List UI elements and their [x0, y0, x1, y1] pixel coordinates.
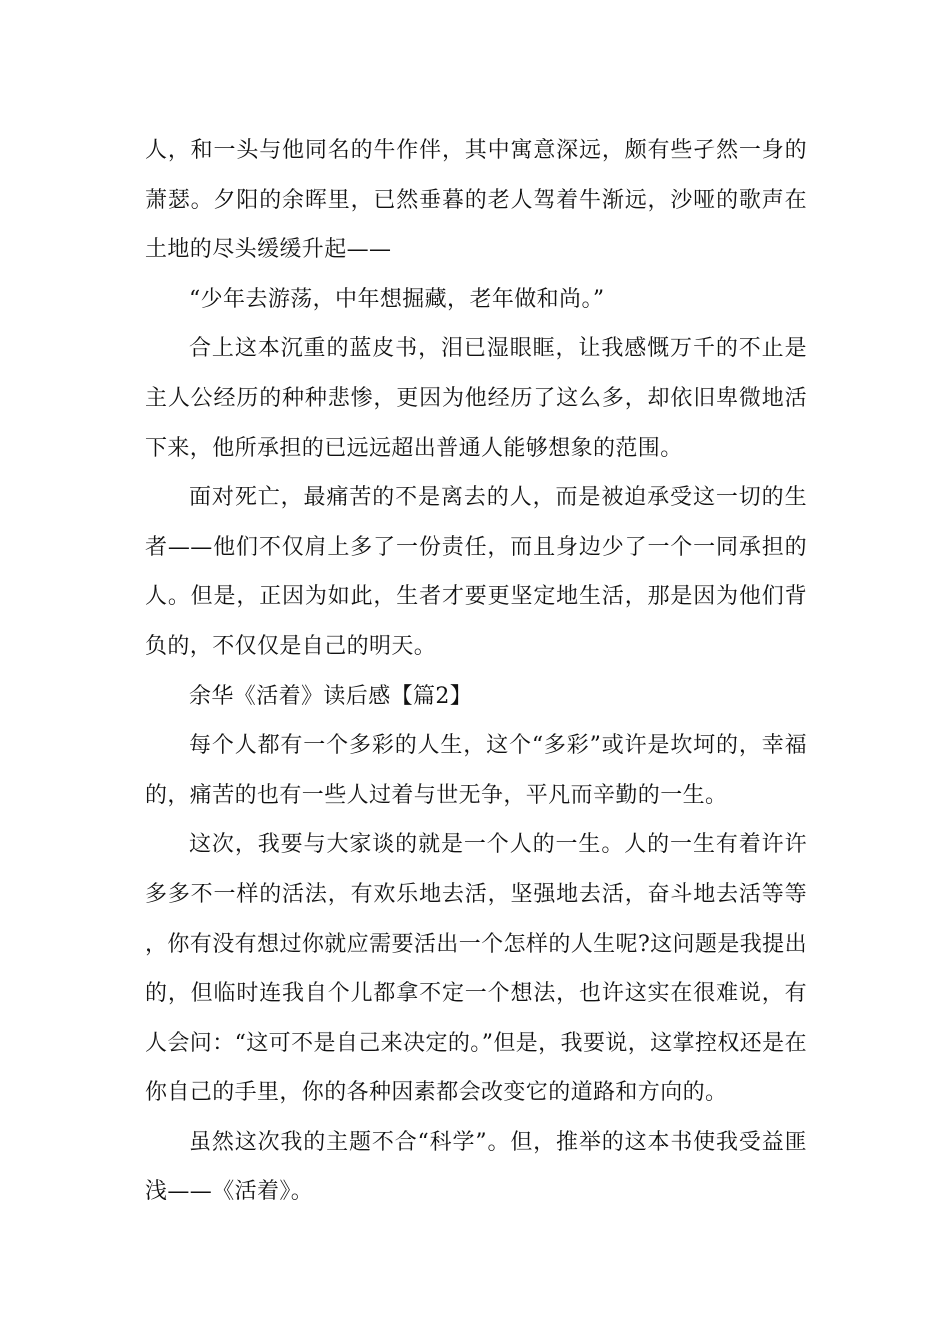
paragraph: 每个人都有一个多彩的人生，这个“多彩”或许是坎坷的，幸福的，痛苦的也有一些人过着与世无争，平凡而辛勤的一生。 — [145, 733, 807, 808]
paragraph: 这次，我要与大家谈的就是一个人的一生。人的一生有着许许多多不一样的活法，有欢乐地去活，坚强地去活，奋斗地去活等等，你有没有想过你就应需要活出一个怎样的人生呢?这问题是我提出的，但临时连我自个儿都拿不定一个想法，也许这实在很难说，有人会问：“这可不是自己来决定的。”但是，我要说，这掌控权还是在你自己的手里，你的各种因素都会改变它的道路和方向的。 — [145, 832, 807, 1106]
paragraph: 面对死亡，最痛苦的不是离去的人，而是被迫承受这一切的生者——他们不仅肩上多了一份责任，而且身边少了一个一同承担的人。但是，正因为如此，生者才要更坚定地生活，那是因为他们背负的，不仅仅是自己的明天。 — [145, 485, 807, 659]
paragraph: 合上这本沉重的蓝皮书，泪已湿眼眶，让我感慨万千的不止是主人公经历的种种悲惨，更因为他经历了这么多，却依旧卑微地活下来，他所承担的已远远超出普通人能够想象的范围。 — [145, 336, 807, 461]
section-heading: 余华《活着》读后感【篇2】 — [189, 683, 473, 709]
document-body — [145, 126, 807, 1217]
paragraph: 虽然这次我的主题不合“科学”。但，推举的这本书使我受益匪浅——《活着》。 — [145, 1129, 807, 1205]
paragraph-quote: “少年去游荡，中年想掘藏，老年做和尚。” — [189, 286, 605, 312]
paragraph-continuation: 人，和一头与他同名的牛作伴，其中寓意深远，颇有些孑然一身的萧瑟。夕阳的余晖里，已然垂暮的老人驾着牛渐远，沙哑的歌声在土地的尽头缓缓升起—— — [145, 138, 807, 263]
